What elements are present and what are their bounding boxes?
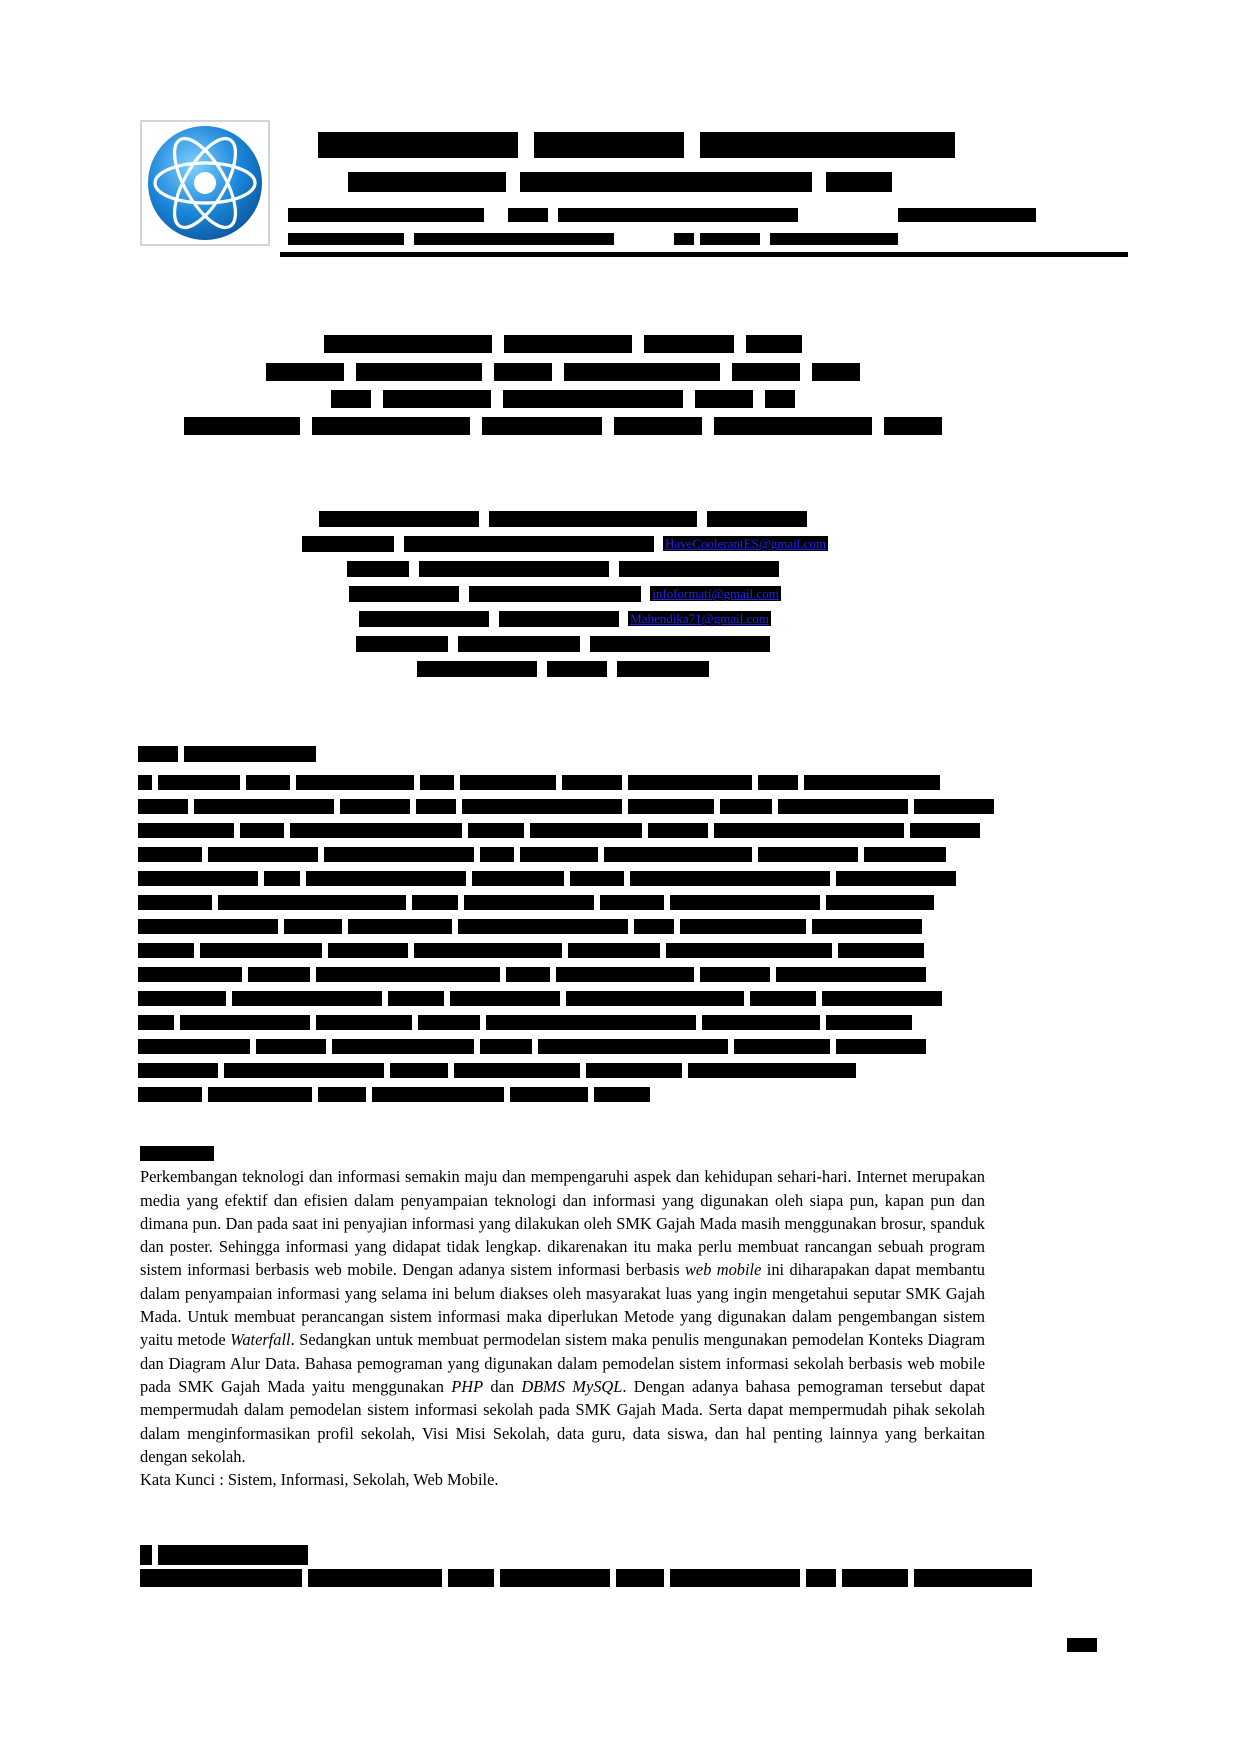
abstract-italic-1: web mobile [684,1260,762,1280]
abstract-heading-redacted [138,745,988,763]
abstract-english-redacted [138,745,988,1100]
author-email-link-1[interactable]: HaveCoolerantES@gmail.com [664,536,827,551]
abstrak-heading-redacted [140,1140,985,1163]
atom-icon [142,122,268,244]
abstract-line [138,1061,988,1079]
abstract-line [138,893,988,911]
abstract-body [140,1165,985,1468]
abstract-keywords-redacted [138,1085,988,1103]
journal-title-redacted [318,132,978,162]
abstract-line [138,917,988,935]
title-line [140,417,985,435]
abstract-line [138,869,988,887]
abstract-line [138,965,988,983]
abstract-italic-3: PHP [451,1376,484,1396]
abstract-line [138,845,988,863]
abstract-line [138,989,988,1007]
section-body-redacted [140,1569,985,1587]
abstract-text-1: Perkembangan teknologi dan informasi semakin maju dan mempengaruhi aspek dan kehidupan sehari-hari. Internet merupakan media yang efektif dan efisien dalam penyampaian teknologi dan informasi yang digunakan oleh siapa pun, kapan pun dan dimana pun. Dan pada saat ini penyajian informasi yang dilakukan oleh SMK Gajah Mada masih menggunakan brosur, spanduk dan poster. Sehingga informasi yang didapat tidak lengkap. dikarenakan itu maka perlu membuat rancangan sebuah program sistem informasi berbasis web mobile. Dengan adanya sistem informasi berbasis [140,1167,985,1280]
journal-subtitle-redacted [348,172,948,194]
section-heading-redacted [140,1545,985,1615]
abstract-line [138,1013,988,1031]
journal-issn-redacted [288,206,1048,224]
page-number-redacted [1067,1638,1097,1652]
abstract-line [138,941,988,959]
author-email-link-3[interactable]: Mahendika71@gmail.com [630,611,769,626]
abstract-text-3: . Sedangkan untuk membuat permodelan sistem maka penulis mengunakan pemodelan Konteks Diagram dan Diagram Alur Data. Bahasa pemograman yang digunakan dalam pemodelan sistem informasi sekolah berbasis web mobile pada SMK Gajah Mada yaitu menggunakan [140,1330,985,1396]
abstract-text-4: dan [483,1376,522,1396]
abstract-keywords: Kata Kunci : Sistem, Informasi, Sekolah, Web Mobile. [140,1470,499,1490]
journal-meta-redacted [288,230,1048,246]
abstract-line [138,1037,988,1055]
journal-masthead [140,120,985,260]
masthead-rule [280,252,1128,257]
abstract-indonesian [140,1140,985,1491]
abstract-line [138,773,988,791]
affiliation-line [140,660,985,678]
journal-logo [140,120,270,246]
title-line [140,335,985,353]
abstract-line [138,797,988,815]
author-email-link-2[interactable]: infoformati@gmail.com [652,586,779,601]
author-line [140,560,985,578]
author-line-with-email [140,585,985,603]
authors-affiliations [140,510,985,670]
author-line-with-email [140,535,985,553]
title-line [140,390,985,408]
section-number-redacted [140,1545,985,1565]
affiliation-line [140,635,985,653]
abstract-text-5: . Dengan adanya bahasa pemograman tersebut dapat mempermudah dalam pemodelan sistem informasi sekolah pada SMK Gajah Mada. Serta dapat mempermudah pihak sekolah dalam menginformasikan profil sekolah, Visi Misi Sekolah, data guru, data siswa, dan hal penting lainnya yang berkaitan dengan sekolah. [140,1376,985,1466]
title-line [140,362,985,380]
abstract-italic-4: DBMS MySQL [521,1376,623,1396]
abstract-italic-2: Waterfall [230,1330,291,1350]
abstract-line [138,821,988,839]
abstract-text-2: ini diharapakan dapat membantu dalam penyampaian informasi yang selama ini belum diakses oleh masyarakat luas yang ingin mengetahui seputar SMK Gajah Mada. Untuk membuat perancangan sistem informasi maka diperlukan Metode yang digunakan dalam pengembangan sistem yaitu metode [140,1260,985,1350]
author-line [140,510,985,528]
article-title-redacted [140,335,985,465]
masthead-text [288,120,985,260]
author-line-with-email [140,610,985,628]
